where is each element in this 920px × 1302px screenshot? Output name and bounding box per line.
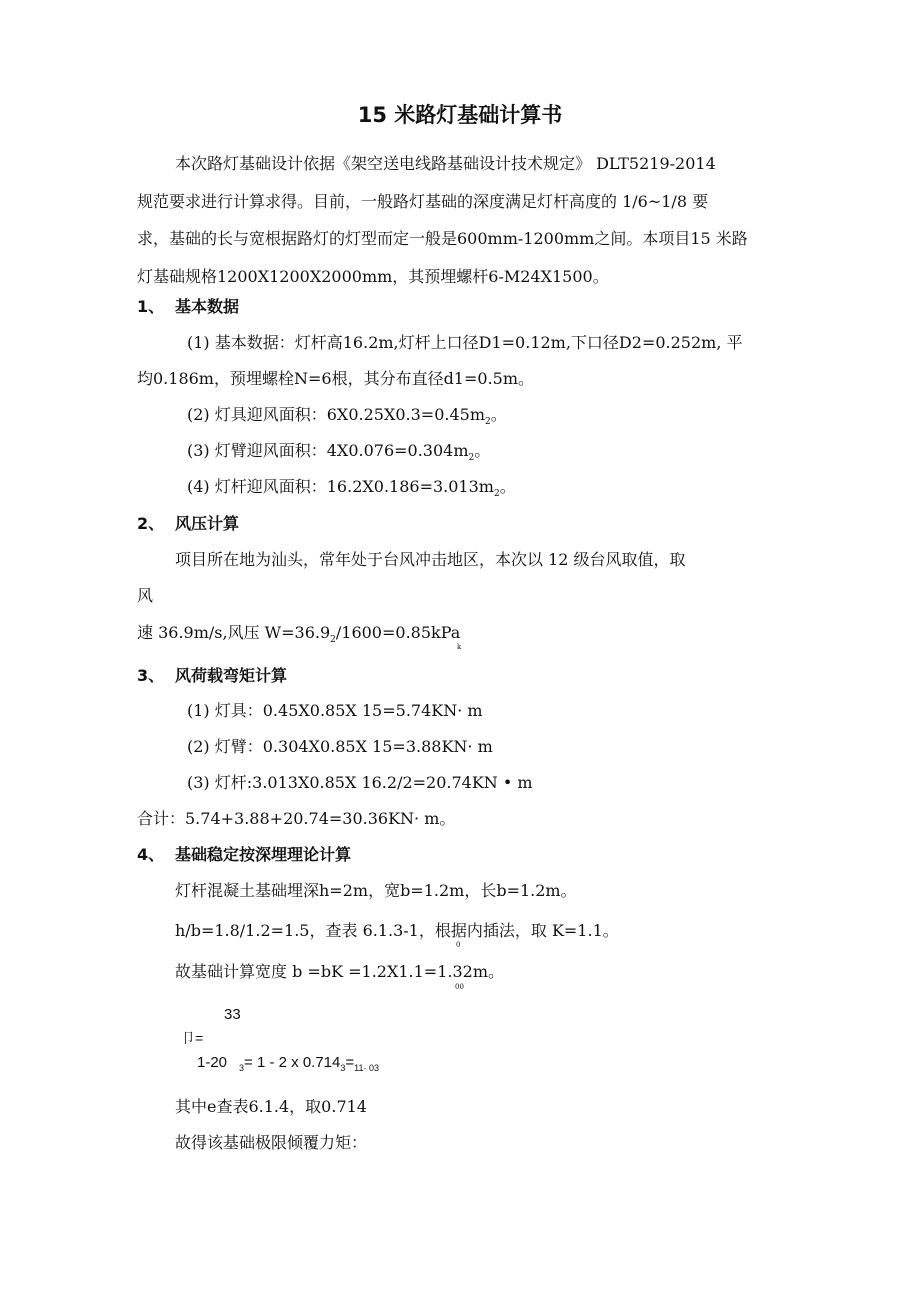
s3-item-2: (2) 灯臂：0.304X0.85X 15=3.88KN· m: [187, 737, 493, 756]
s3-item-3: (3) 灯杆:3.013X0.85X 16.2/2=20.74KN • m: [187, 773, 533, 792]
intro-line-1: 本次路灯基础设计依据《架空送电线路基础设计技术规定》 DLT5219-2014: [175, 154, 716, 173]
s2-sub-k: k: [457, 643, 462, 651]
intro-paragraph: [137, 145, 784, 295]
section-3-title: 风荷载弯矩计算: [175, 666, 288, 685]
section-1-number: 1、: [137, 297, 165, 316]
s2-line-3-a: 速 36.9m/s,风压 W=36.9: [137, 623, 331, 642]
section-1-title: 基本数据: [175, 297, 240, 316]
formula-sub-3a: 3: [239, 1063, 245, 1073]
s1-item-4-end: 。: [499, 477, 516, 496]
s1-item-3: [187, 438, 490, 463]
s1-item-2: [187, 402, 507, 427]
section-2-title: 风压计算: [175, 514, 240, 533]
formula-c: =: [345, 1054, 355, 1071]
s1-item-3-sub: 2: [468, 453, 475, 464]
s3-item-1: (1) 灯具：0.45X0.85X 15=5.74KN· m: [187, 701, 483, 720]
section-4-title: 基础稳定按深埋理论计算: [175, 845, 352, 864]
section-4-number: 4、: [137, 845, 165, 864]
intro-line-3: 求，基础的长与宽根据路灯的灯型而定一般是600mm-1200mm之间。本项目15 米路: [137, 229, 748, 248]
s2-line-1: 项目所在地为汕头，常年处于台风冲击地区，本次以 12 级台风取值，取: [175, 550, 686, 569]
document-title: 15 米路灯基础计算书: [357, 103, 563, 127]
formula-sub-end: 11· 03: [354, 1063, 380, 1073]
s1-item-4-sub: 2: [493, 489, 500, 500]
s2-line-3-b: /1600=0.85kPa: [335, 623, 461, 642]
s1-item-1-line-2: 均0.186m，预埋螺栓N=6根，其分布直径d1=0.5m。: [137, 369, 535, 388]
formula-top: 33: [224, 1006, 241, 1023]
s4-sub-0: 0: [456, 941, 461, 949]
s4-sub-00: 00: [455, 983, 464, 991]
formula-body: [197, 1054, 379, 1073]
formula-a: 1-20: [197, 1054, 228, 1071]
section-3-heading: [137, 663, 287, 686]
s2-line-2: 风: [137, 586, 154, 605]
s4-line-1: 灯杆混凝土基础埋深h=2m，宽b=1.2m，长b=1.2m。: [175, 881, 577, 900]
s1-item-2-sub: 2: [485, 417, 491, 428]
section-4-heading: [137, 842, 351, 865]
s1-item-2-text: (2) 灯具迎风面积：6X0.25X0.3=0.45m: [187, 405, 485, 424]
s1-item-3-text: (3) 灯臂迎风面积：4X0.076=0.304m: [187, 441, 469, 460]
section-2-heading: [137, 511, 239, 534]
intro-line-4: 灯基础规格1200X1200X2000mm，其预埋螺杆6-M24X1500。: [137, 266, 609, 286]
formula-left: 卩=: [181, 1030, 204, 1046]
s2-line-3: [137, 620, 460, 645]
section-1-heading: [137, 294, 239, 317]
s4-line-4: 其中e查表6.1.4，取0.714: [175, 1097, 367, 1116]
section-3-number: 3、: [137, 666, 165, 685]
formula-sub-3b: 3: [340, 1063, 346, 1073]
intro-line-2: 规范要求进行计算求得。目前，一般路灯基础的深度满足灯杆高度的 1/6~1/8 要: [137, 191, 709, 211]
s1-item-1-line-1: (1) 基本数据：灯杆高16.2m,灯杆上口径D1=0.12m,下口径D2=0.252m, 平: [187, 333, 743, 352]
s1-item-2-end: 。: [490, 405, 507, 424]
s4-line-3: 故基础计算宽度 b =bK =1.2X1.1=1.32m。: [175, 962, 504, 981]
formula-b: = 1 - 2 x 0.714: [244, 1054, 341, 1071]
section-2-number: 2、: [137, 514, 165, 533]
s1-item-3-end: 。: [474, 441, 491, 460]
s1-item-4: [187, 474, 516, 499]
s4-line-5: 故得该基础极限倾覆力矩：: [175, 1133, 368, 1152]
s3-total: 合计：5.74+3.88+20.74=30.36KN· m。: [137, 809, 456, 828]
s4-line-2: h/b=1.8/1.2=1.5，查表 6.1.3-1，根据内插法，取 K=1.1。: [175, 921, 619, 940]
s1-item-4-text: (4) 灯杆迎风面积：16.2X0.186=3.013m: [187, 477, 494, 496]
s2-line-3-sub: 2: [330, 635, 336, 646]
